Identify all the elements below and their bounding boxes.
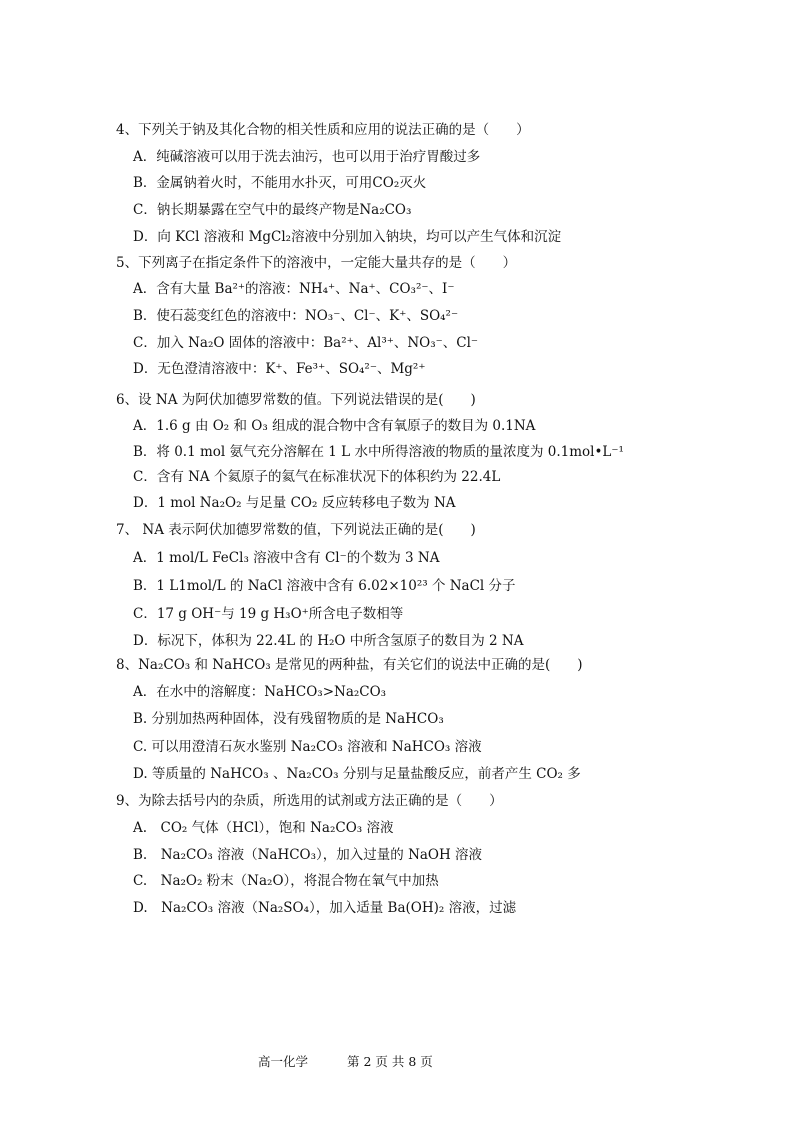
question-7-stem: 7、 NA 表示阿伏加德罗常数的值，下列说法正确的是( ) [116, 522, 476, 538]
question-4-option-c: C．钠长期暴露在空气中的最终产物是Na₂CO₃ [133, 202, 412, 218]
question-8-option-d: D. 等质量的 NaHCO₃ 、Na₂CO₃ 分别与足量盐酸反应，前者产生 CO₂ 多 [133, 766, 581, 782]
question-8-stem: 8、Na₂CO₃ 和 NaHCO₃ 是常见的两种盐，有关它们的说法中正确的是( ) [116, 657, 583, 673]
question-5-stem: 5、下列离子在指定条件下的溶液中，一定能大量共存的是（ ） [116, 255, 517, 271]
question-8-option-b: B. 分别加热两种固体，没有残留物质的是 NaHCO₃ [133, 711, 444, 727]
question-5-option-d: D．无色澄清溶液中：K⁺、Fe³⁺、SO₄²⁻、Mg²⁺ [133, 361, 426, 377]
question-7-option-a: A．1 mol/L FeCl₃ 溶液中含有 Cl⁻的个数为 3 NA [133, 550, 440, 566]
question-5-option-a: A．含有大量 Ba²⁺的溶液：NH₄⁺、Na⁺、CO₃²⁻、I⁻ [133, 281, 455, 297]
footer-page-number: 第 2 页 共 8 页 [347, 1054, 433, 1069]
question-9-option-b: B. Na₂CO₃ 溶液（NaHCO₃），加入过量的 NaOH 溶液 [133, 847, 483, 863]
question-9-option-d: D. Na₂CO₃ 溶液（Na₂SO₄），加入适量 Ba(OH)₂ 溶液，过滤 [133, 900, 517, 916]
question-8-option-c: C. 可以用澄清石灰水鉴别 Na₂CO₃ 溶液和 NaHCO₃ 溶液 [133, 739, 482, 755]
question-4-option-d: D．向 KCl 溶液和 MgCl₂溶液中分别加入钠块，均可以产生气体和沉淀 [133, 229, 562, 245]
footer-subject: 高一化学 [258, 1054, 309, 1069]
question-4-option-a: A．纯碱溶液可以用于洗去油污，也可以用于治疗胃酸过多 [133, 149, 481, 165]
question-9-option-a: A. CO₂ 气体（HCl），饱和 Na₂CO₃ 溶液 [133, 820, 394, 836]
question-9-option-c: C. Na₂O₂ 粉末（Na₂O），将混合物在氧气中加热 [133, 873, 439, 889]
question-7-option-b: B．1 L1mol/L 的 NaCl 溶液中含有 6.02×10²³ 个 NaCl 分子 [133, 578, 516, 594]
question-6-stem: 6、设 NA 为阿伏加德罗常数的值。下列说法错误的是( ) [116, 392, 476, 408]
question-6-option-c: C．含有 NA 个氦原子的氦气在标准状况下的体积约为 22.4L [133, 469, 501, 485]
question-9-stem: 9、为除去括号内的杂质，所选用的试剂或方法正确的是（ ） [116, 793, 503, 809]
question-5-option-c: C．加入 Na₂O 固体的溶液中：Ba²⁺、Al³⁺、NO₃⁻、Cl⁻ [133, 335, 479, 351]
question-7-option-d: D．标况下，体积为 22.4L 的 H₂O 中所含氢原子的数目为 2 NA [133, 633, 524, 649]
question-4-option-b: B．金属钠着火时，不能用水扑灭，可用CO₂灭火 [133, 175, 427, 191]
question-6-option-a: A．1.6 g 由 O₂ 和 O₃ 组成的混合物中含有氧原子的数目为 0.1NA [133, 418, 536, 434]
question-6-option-b: B．将 0.1 mol 氨气充分溶解在 1 L 水中所得溶液的物质的量浓度为 0.1mol•L⁻¹ [133, 444, 624, 460]
question-7-option-c: C．17 g OH⁻与 19 g H₃O⁺所含电子数相等 [133, 606, 404, 622]
question-8-option-a: A．在水中的溶解度：NaHCO₃>Na₂CO₃ [133, 684, 387, 700]
question-5-option-b: B．使石蕊变红色的溶液中：NO₃⁻、Cl⁻、K⁺、SO₄²⁻ [133, 308, 459, 324]
question-6-option-d: D．1 mol Na₂O₂ 与足量 CO₂ 反应转移电子数为 NA [133, 495, 456, 511]
question-4-stem: 4、下列关于钠及其化合物的相关性质和应用的说法正确的是（ ） [116, 122, 530, 138]
